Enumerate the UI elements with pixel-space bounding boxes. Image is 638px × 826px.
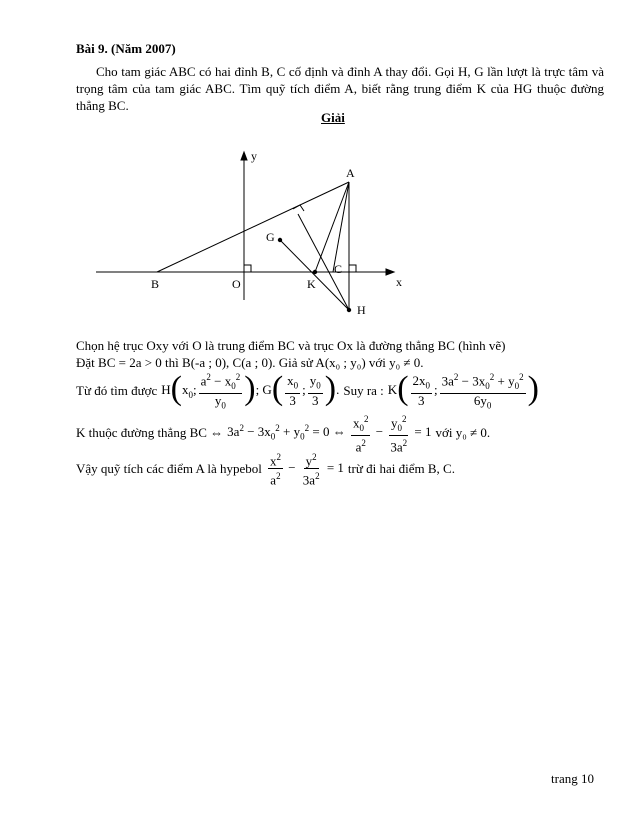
formula-condition: $3a^2 - 3x_0^2 + y_0^2 = 0$ ⇔ $\frac{x_0^2}{a^2}$ − $\frac{y_0^2}{3a^2}$ = 1 (227, 414, 432, 455)
label-H: H (357, 303, 366, 317)
line4-prefix: K thuộc đường thẳng BC ⇔ (76, 425, 224, 441)
y-axis-arrow (241, 152, 247, 160)
right-angle-foot (349, 265, 356, 272)
line4-suffix: với y₀ ≠ 0. (435, 425, 491, 441)
solution-line-2: Đặt BC = 2a > 0 thì B(-a ; 0), C(a ; 0). Giả sử A(x₀ ; y₀) với y₀ ≠ 0. (76, 355, 424, 370)
solution-line-3 (76, 370, 539, 413)
solution-heading: Giải (321, 110, 345, 125)
point-H (347, 308, 351, 312)
point-K (313, 270, 317, 274)
label-C: C (334, 262, 343, 276)
page-number: trang 10 (551, 771, 594, 786)
label-O: O (232, 277, 241, 291)
label-x: x (396, 275, 402, 289)
line3-suyra: Suy ra : (343, 383, 384, 399)
point-G (278, 238, 282, 242)
right-angle-BA (293, 205, 304, 211)
label-B: B (151, 277, 160, 291)
formula-H: $H(x_0$; $\frac{a^2 - x_0^2}{y_0}$ ); G( $\frac{x_0}{3}$ ; $\frac{y_0}{3}$ ). (161, 370, 340, 411)
formula-hyperbola: $\frac{x^2}{a^2}$ − $\frac{y^2}{3a^2}$ = 1 (269, 452, 344, 488)
label-G: G (266, 230, 275, 244)
solution-line-5 (76, 450, 455, 488)
line3-prefix: Từ đó tìm được (76, 383, 158, 399)
solution-line-4 (76, 412, 490, 454)
side-AC (333, 182, 349, 272)
label-y: y (251, 149, 257, 163)
problem-title: Bài 9. (Năm 2007) (76, 41, 176, 56)
label-A: A (346, 166, 355, 180)
x-axis-arrow (386, 269, 394, 275)
geometry-diagram (0, 0, 638, 340)
line5-prefix: Vậy quỹ tích các điểm A là hypebol (76, 460, 262, 476)
label-K: K (307, 277, 316, 291)
problem-statement: Cho tam giác ABC có hai đỉnh B, C cố định và đỉnh A thay đổi. Gọi H, G lần lượt là trực tâm và trọng tâm của tam giác ABC. Tìm quỹ tích điểm A, biết rằng trung điểm K của HG thuộc đường thẳng BC. (76, 64, 604, 113)
line5-suffix: trừ đi hai điểm B, C. (347, 460, 455, 476)
right-angle-O (244, 265, 251, 272)
solution-line-1: Chọn hệ trục Oxy với O là trung điểm BC và trục Ox là đường thẳng BC (hình vẽ) (76, 338, 506, 353)
formula-K: K( $\frac{2x_0}{3}$ ; $\frac{3a^2 - 3x_0^2 + y_0^2}{6y_0}$ ) (387, 370, 539, 411)
